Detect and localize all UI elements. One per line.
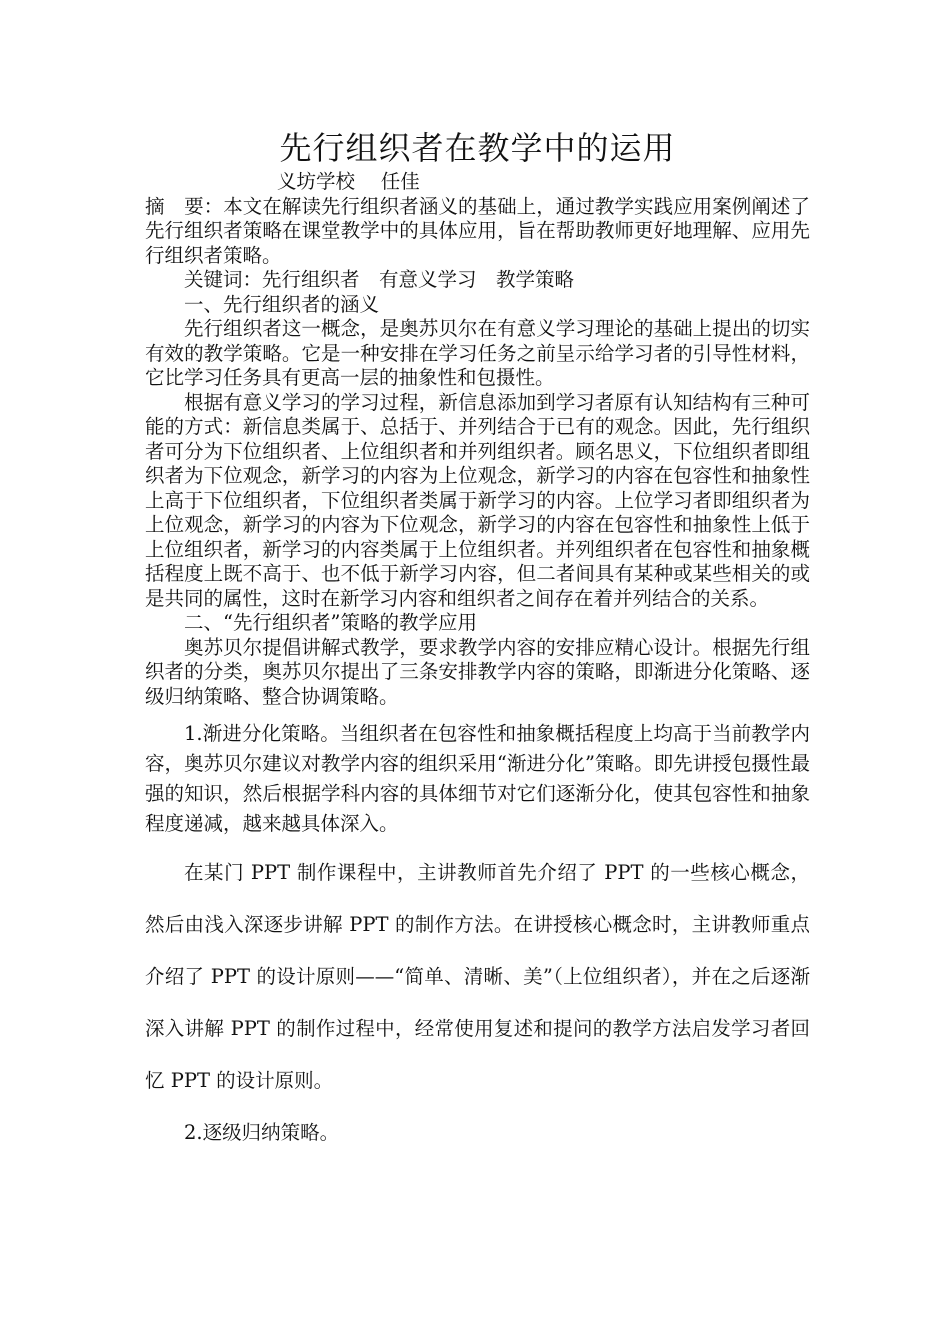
- body-paragraph-5: 在某门 PPT 制作课程中，主讲教师首先介绍了 PPT 的一些核心概念，然后由浅入深逐步讲解 PPT 的制作方法。在讲授核心概念时，主讲教师重点介绍了 PPT 的设计原则——“简单、清晰、美”（上位组织者），并在之后逐渐深入讲解 PPT 的制作过程中，经常使用复述和提问的教学方法启发学习者回忆 PPT 的设计原则。: [145, 861, 810, 1092]
- body-paragraph-2: 根据有意义学习的学习过程，新信息添加到学习者原有认知结构有三种可能的方式：新信息类属于、总括于、并列结合于已有的观念。因此，先行组织者可分为下位组织者、上位组织者和并列组织者。顾名思义，下位组织者即组织者为下位观念，新学习的内容为上位观念，新学习的内容在包容性和抽象性上高于下位组织者，下位组织者类属于新学习的内容。上位学习者即组织者为上位观念，新学习的内容为下位观念，新学习的内容在包容性和抽象性上低于上位组织者，新学习的内容类属于上位组织者。并列组织者在包容性和抽象概括程度上既不高于、也不低于新学习内容，但二者间具有某种或某些相关的或是共同的属性，这时在新学习内容和组织者之间存在着并列结合的关系。: [145, 390, 810, 610]
- body-paragraph-6: 2.逐级归纳策略。: [184, 1121, 340, 1144]
- keywords-line: 关键词：先行组织者 有意义学习 教学策略: [184, 268, 575, 291]
- body-paragraph-3: 奥苏贝尔提倡讲解式教学，要求教学内容的安排应精心设计。根据先行组织者的分类，奥苏贝尔提出了三条安排教学内容的策略，即渐进分化策略、逐级归纳策略、整合协调策略。: [145, 635, 810, 708]
- document-title: 先行组织者在教学中的运用: [279, 129, 676, 167]
- document-body: [145, 128, 810, 1159]
- author-line: 义坊学校 任佳: [277, 170, 420, 193]
- section-heading-2: 二、“先行组织者”策略的教学应用: [184, 611, 477, 634]
- body-paragraph-4: 1.渐进分化策略。当组织者在包容性和抽象概括程度上均高于当前教学内容，奥苏贝尔建议对教学内容的组织采用“渐进分化”策略。即先讲授包摄性最强的知识，然后根据学科内容的具体细节对它们逐渐分化，使其包容性和抽象程度递减，越来越具体深入。: [145, 722, 810, 835]
- section-heading-1: 一、先行组织者的涵义: [184, 292, 380, 316]
- body-paragraph-1: 先行组织者这一概念，是奥苏贝尔在有意义学习理论的基础上提出的切实有效的教学策略。它是一种安排在学习任务之前呈示给学习者的引导性材料，它比学习任务具有更高一层的抽象性和包摄性。: [145, 317, 810, 389]
- abstract-paragraph: 摘 要：本文在解读先行组织者涵义的基础上，通过教学实践应用案例阐述了先行组织者策略在课堂教学中的具体应用，旨在帮助教师更好地理解、应用先行组织者策略。: [145, 194, 810, 267]
